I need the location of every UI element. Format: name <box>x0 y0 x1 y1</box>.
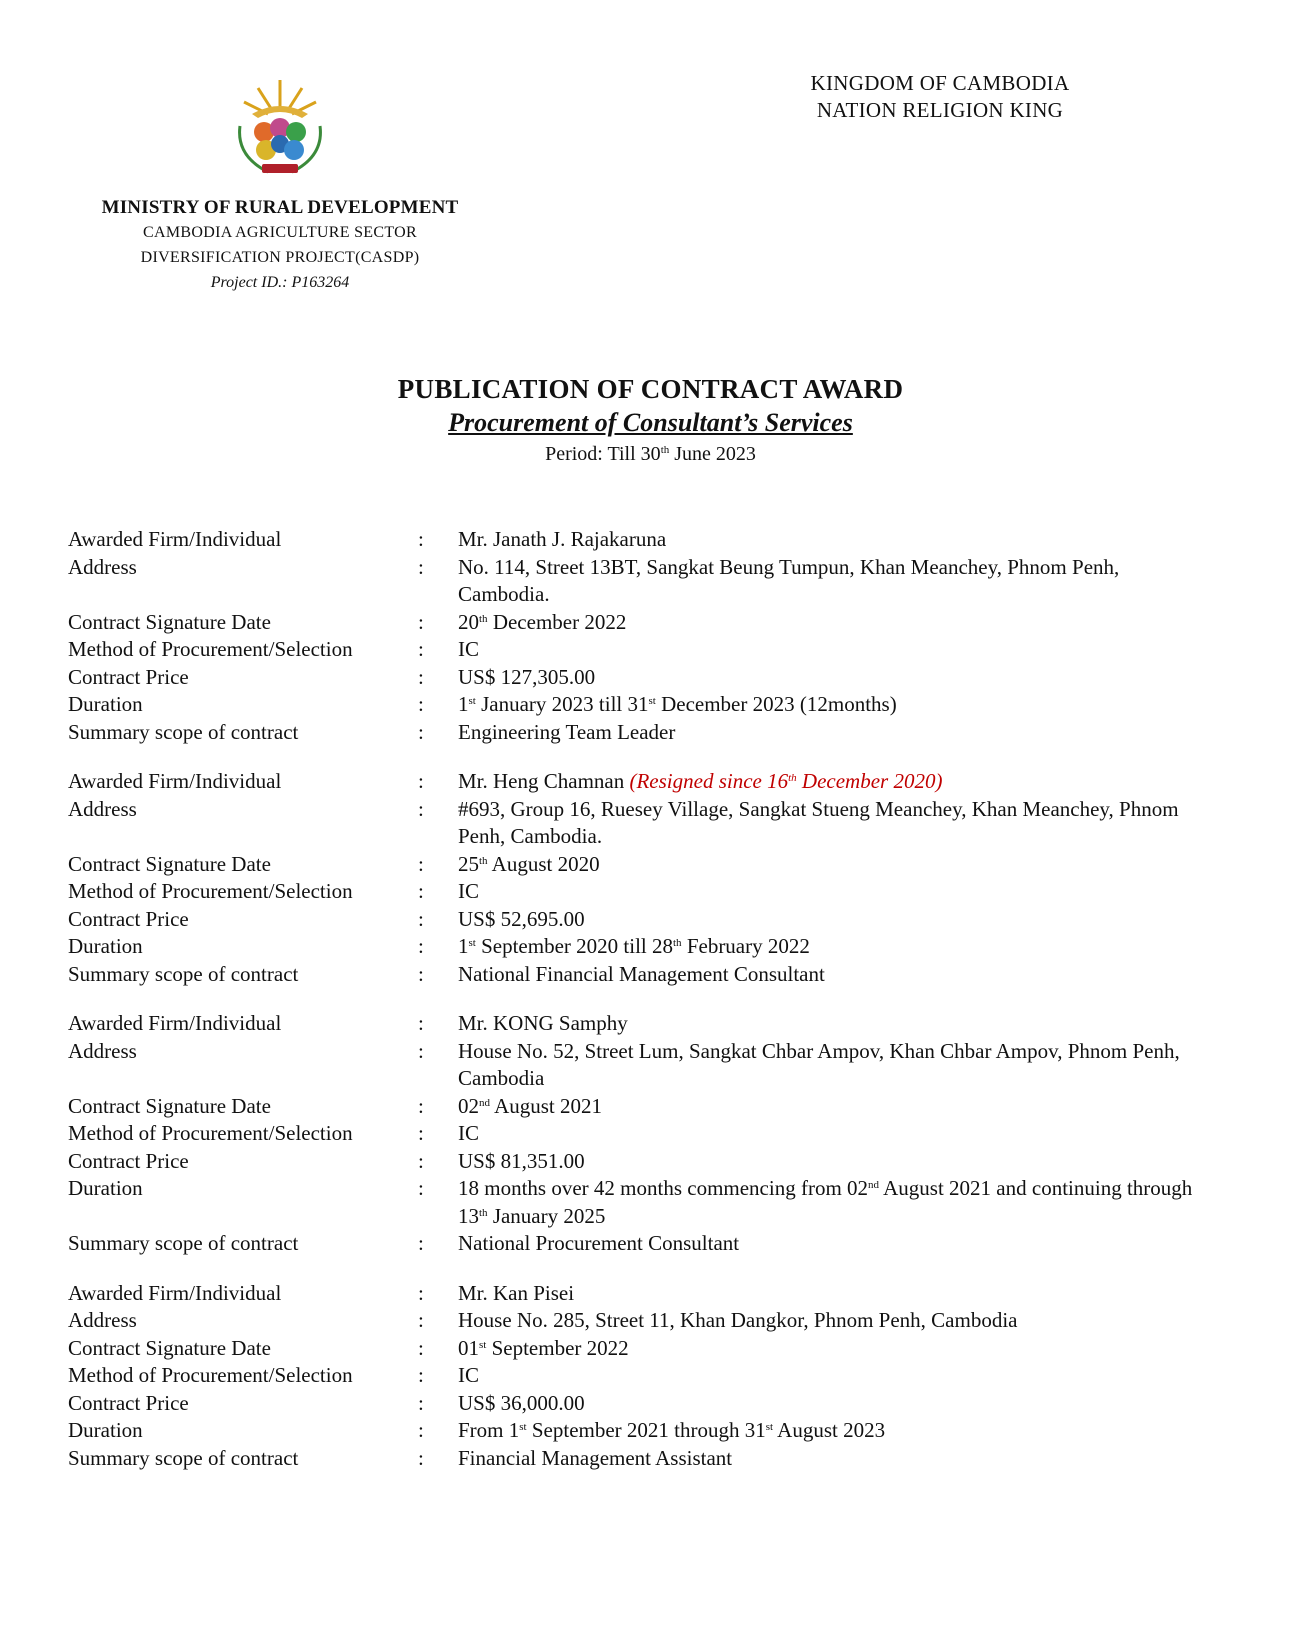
awardee-name: Mr. Janath J. Rajakaruna <box>458 527 667 551</box>
sun-rays-icon <box>244 80 316 118</box>
project-name-line2: DIVERSIFICATION PROJECT(CASDP) <box>140 249 420 266</box>
signature-date-label: Contract Signature Date <box>68 851 271 876</box>
award-entry <box>68 1280 1208 1473</box>
row-method <box>68 1120 1208 1148</box>
colon: : <box>418 692 424 716</box>
duration-part-c: August 2023 <box>773 1418 886 1442</box>
address-value: House No. 285, Street 11, Khan Dangkor, Phnom Penh, Cambodia <box>458 1308 1018 1332</box>
colon: : <box>418 851 424 876</box>
award-entry <box>68 526 1208 746</box>
scope-label: Summary scope of contract <box>68 961 299 986</box>
address-value: #693, Group 16, Ruesey Village, Sangkat Stueng Meanchey, Khan Meanchey, Phnom Penh, Cambodia. <box>458 796 1179 848</box>
row-price <box>68 664 1208 692</box>
colon: : <box>418 554 424 579</box>
date-sup: nd <box>479 1096 490 1109</box>
award-entry <box>68 1010 1208 1258</box>
duration-sup-a: st <box>468 695 476 707</box>
duration-value <box>458 933 1208 961</box>
firm-value <box>458 1280 1208 1308</box>
colon: : <box>418 1011 424 1035</box>
colon: : <box>418 906 424 931</box>
row-scope <box>68 1230 1208 1258</box>
method-value: IC <box>458 1121 479 1145</box>
price-value: US$ 127,305.00 <box>458 664 596 689</box>
duration-label: Duration <box>68 692 143 716</box>
firm-label: Awarded Firm/Individual <box>68 527 282 551</box>
method-value: IC <box>458 879 479 903</box>
signature-date-label: Contract Signature Date <box>68 609 271 634</box>
note-post: December 2020) <box>796 769 943 793</box>
duration-part-a: 1 <box>458 934 469 958</box>
title-block <box>0 372 1301 468</box>
row-signature-date <box>68 1093 1208 1121</box>
duration-label: Duration <box>68 1176 143 1200</box>
row-firm <box>68 1280 1208 1308</box>
scope-value: National Financial Management Consultant <box>458 961 825 986</box>
period-pre: Period: Till 30 <box>545 443 661 465</box>
method-label: Method of Procurement/Selection <box>68 637 353 661</box>
date-post: September 2022 <box>486 1335 629 1360</box>
colon: : <box>418 527 424 551</box>
awardee-name: Mr. KONG Samphy <box>458 1011 628 1035</box>
duration-sup-a: nd <box>868 1179 880 1191</box>
colon: : <box>418 934 424 958</box>
colon: : <box>418 1335 424 1360</box>
signature-date-value <box>458 1093 1208 1121</box>
duration-sup-a: st <box>519 1421 527 1433</box>
duration-sup-b: th <box>673 937 682 949</box>
colon: : <box>418 769 424 793</box>
project-name-line1: CAMBODIA AGRICULTURE SECTOR <box>143 224 417 241</box>
address-label: Address <box>68 1308 137 1332</box>
duration-part-a: 18 months over 42 months commencing from 02 <box>458 1176 869 1200</box>
duration-label: Duration <box>68 1418 143 1442</box>
row-firm <box>68 768 1208 796</box>
signature-date-label: Contract Signature Date <box>68 1335 271 1360</box>
date-pre: 02 <box>458 1093 479 1118</box>
firm-label: Awarded Firm/Individual <box>68 769 282 793</box>
signature-date-label: Contract Signature Date <box>68 1093 271 1118</box>
colon: : <box>418 796 424 821</box>
period <box>0 440 1301 468</box>
row-address <box>68 796 1208 851</box>
awardee-name: Mr. Heng Chamnan <box>458 769 625 793</box>
duration-part-c: December 2023 (12months) <box>655 692 897 716</box>
row-price <box>68 906 1208 934</box>
scope-label: Summary scope of contract <box>68 1231 299 1255</box>
method-value: IC <box>458 637 479 661</box>
scope-label: Summary scope of contract <box>68 719 299 744</box>
row-scope <box>68 1445 1208 1473</box>
colon: : <box>418 1363 424 1387</box>
duration-part-c: February 2022 <box>681 934 810 958</box>
signature-date-value <box>458 1335 1208 1363</box>
ministry-name: MINISTRY OF RURAL DEVELOPMENT <box>101 197 459 218</box>
award-entry <box>68 768 1208 988</box>
colon: : <box>418 1390 424 1415</box>
colon: : <box>418 1176 424 1200</box>
colon: : <box>418 1121 424 1145</box>
colon: : <box>418 719 424 744</box>
method-label: Method of Procurement/Selection <box>68 1363 353 1387</box>
row-price <box>68 1148 1208 1176</box>
kingdom-header <box>790 70 1090 124</box>
duration-sup-b: th <box>479 1206 488 1219</box>
awards-list <box>68 526 1208 1494</box>
colon: : <box>418 1308 424 1332</box>
period-sup: th <box>660 444 670 456</box>
kingdom-line2: NATION RELIGION KING <box>816 98 1064 122</box>
colon: : <box>418 637 424 661</box>
row-scope <box>68 961 1208 989</box>
row-signature-date <box>68 851 1208 879</box>
duration-value <box>458 691 1208 719</box>
price-value: US$ 52,695.00 <box>458 906 585 931</box>
ministry-logo <box>228 76 332 186</box>
firm-value <box>458 1010 1208 1038</box>
firm-value <box>458 526 1208 554</box>
duration-part-a: 1 <box>458 692 469 716</box>
scope-label: Summary scope of contract <box>68 1445 299 1470</box>
date-pre: 20 <box>458 609 479 634</box>
date-sup: th <box>479 612 488 625</box>
address-label: Address <box>68 554 137 579</box>
date-sup: st <box>479 1338 487 1351</box>
colon: : <box>418 1093 424 1118</box>
row-duration <box>68 691 1208 719</box>
colon: : <box>418 1445 424 1470</box>
price-label: Contract Price <box>68 1390 189 1415</box>
project-id: Project ID.: P163264 <box>210 274 350 291</box>
row-method <box>68 878 1208 906</box>
price-value: US$ 36,000.00 <box>458 1390 585 1415</box>
duration-sup-b: st <box>648 695 656 707</box>
awardee-name: Mr. Kan Pisei <box>458 1280 575 1305</box>
colon: : <box>418 664 424 689</box>
scope-value: Engineering Team Leader <box>458 719 676 744</box>
row-signature-date <box>68 609 1208 637</box>
date-pre: 01 <box>458 1335 479 1360</box>
colon: : <box>418 1148 424 1173</box>
price-label: Contract Price <box>68 906 189 931</box>
colon: : <box>418 961 424 986</box>
colon: : <box>418 1280 424 1305</box>
duration-part-c: January 2025 <box>487 1203 606 1228</box>
duration-part-a: From 1 <box>458 1418 520 1442</box>
row-address <box>68 554 1208 609</box>
period-post: June 2023 <box>669 443 756 465</box>
price-value: US$ 81,351.00 <box>458 1148 585 1173</box>
duration-part-b: August 2021 and continuing through 13 <box>458 1176 1193 1228</box>
duration-value <box>458 1417 1208 1445</box>
ministry-block <box>60 195 500 295</box>
page-title: PUBLICATION OF CONTRACT AWARD <box>397 374 904 404</box>
date-pre: 25 <box>458 851 479 876</box>
row-address <box>68 1307 1208 1335</box>
note-sup: th <box>788 772 797 784</box>
row-signature-date <box>68 1335 1208 1363</box>
row-method <box>68 636 1208 664</box>
duration-label: Duration <box>68 934 143 958</box>
row-firm <box>68 1010 1208 1038</box>
signature-date-value <box>458 609 1208 637</box>
duration-value <box>458 1175 1208 1230</box>
kingdom-line1: KINGDOM OF CAMBODIA <box>810 71 1070 95</box>
method-label: Method of Procurement/Selection <box>68 879 353 903</box>
row-price <box>68 1390 1208 1418</box>
duration-part-b: September 2020 till 28 <box>475 934 673 958</box>
row-duration <box>68 1417 1208 1445</box>
colon: : <box>418 879 424 903</box>
price-label: Contract Price <box>68 1148 189 1173</box>
scope-value: Financial Management Assistant <box>458 1445 733 1470</box>
firm-value <box>458 768 1208 796</box>
address-label: Address <box>68 1038 137 1063</box>
price-label: Contract Price <box>68 664 189 689</box>
page-subtitle: Procurement of Consultant’s Services <box>448 408 853 437</box>
address-label: Address <box>68 796 137 821</box>
date-post: August 2020 <box>487 851 600 876</box>
duration-sup-b: st <box>765 1421 774 1433</box>
duration-part-b: September 2021 through 31 <box>526 1418 766 1442</box>
colon: : <box>418 1418 424 1442</box>
row-address <box>68 1038 1208 1093</box>
date-sup: th <box>479 854 488 867</box>
colon: : <box>418 609 424 634</box>
colon: : <box>418 1231 424 1255</box>
row-duration <box>68 1175 1208 1230</box>
row-firm <box>68 526 1208 554</box>
address-value: No. 114, Street 13BT, Sangkat Beung Tumpun, Khan Meanchey, Phnom Penh, Cambodia. <box>458 554 1120 606</box>
duration-part-b: January 2023 till 31 <box>475 692 649 716</box>
date-post: December 2022 <box>487 609 627 634</box>
row-scope <box>68 719 1208 747</box>
address-value: House No. 52, Street Lum, Sangkat Chbar Ampov, Khan Chbar Ampov, Phnom Penh, Cambodia <box>458 1038 1180 1090</box>
colon: : <box>418 1038 424 1063</box>
note-pre: (Resigned since 16 <box>629 769 789 793</box>
signature-date-value <box>458 851 1208 879</box>
firm-label: Awarded Firm/Individual <box>68 1280 282 1305</box>
resigned-note <box>629 769 942 793</box>
duration-sup-a: st <box>468 937 476 949</box>
date-post: August 2021 <box>490 1093 603 1118</box>
row-method <box>68 1362 1208 1390</box>
scope-value: National Procurement Consultant <box>458 1231 740 1255</box>
method-value: IC <box>458 1363 479 1387</box>
method-label: Method of Procurement/Selection <box>68 1121 353 1145</box>
row-duration <box>68 933 1208 961</box>
firm-label: Awarded Firm/Individual <box>68 1011 282 1035</box>
